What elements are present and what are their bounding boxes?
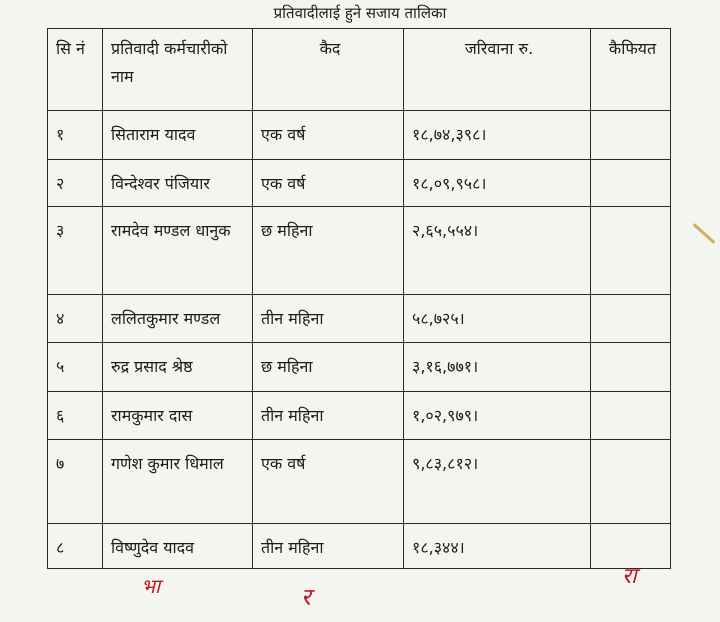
remarks-cell bbox=[591, 343, 671, 392]
name-cell: गणेश कुमार धिमाल bbox=[103, 440, 253, 524]
remarks-cell bbox=[591, 392, 671, 440]
signature-mark: रा bbox=[622, 564, 637, 589]
header-fine: जरिवाना रु. bbox=[404, 29, 591, 111]
serial-cell: ४ bbox=[48, 295, 103, 343]
name-cell: रामकुमार दास bbox=[103, 392, 253, 440]
header-remarks: कैफियत bbox=[591, 29, 671, 111]
table-row bbox=[48, 392, 671, 440]
header-serial: सि नं bbox=[48, 29, 103, 111]
header-imprisonment: कैद bbox=[253, 29, 404, 111]
fine-cell: ९,८३,८१२। bbox=[404, 440, 591, 524]
imprisonment-cell: एक वर्ष bbox=[253, 111, 404, 160]
name-cell: ललितकुमार मण्डल bbox=[103, 295, 253, 343]
name-cell: सिताराम यादव bbox=[103, 111, 253, 160]
remarks-cell bbox=[591, 440, 671, 524]
imprisonment-cell: एक वर्ष bbox=[253, 440, 404, 524]
serial-cell: ५ bbox=[48, 343, 103, 392]
document-title: प्रतिवादीलाई हुने सजाय तालिका bbox=[273, 4, 447, 22]
name-cell: रुद्र प्रसाद श्रेष्ठ bbox=[103, 343, 253, 392]
fine-cell: ५८,७२५। bbox=[404, 295, 591, 343]
serial-cell: ७ bbox=[48, 440, 103, 524]
header-name: प्रतिवादी कर्मचारीको नाम bbox=[103, 29, 253, 111]
table-row bbox=[48, 440, 671, 524]
serial-cell: ३ bbox=[48, 207, 103, 295]
imprisonment-cell: एक वर्ष bbox=[253, 160, 404, 207]
table-row bbox=[48, 295, 671, 343]
serial-cell: ६ bbox=[48, 392, 103, 440]
remarks-cell bbox=[591, 160, 671, 207]
fine-cell: ३,१६,७७१। bbox=[404, 343, 591, 392]
remarks-cell bbox=[591, 111, 671, 160]
table-row bbox=[48, 524, 671, 569]
remarks-cell bbox=[591, 207, 671, 295]
fine-cell: २,६५,५५४। bbox=[404, 207, 591, 295]
fine-cell: १८,७४,३९८। bbox=[404, 111, 591, 160]
remarks-cell bbox=[591, 295, 671, 343]
signature-mark: र bbox=[301, 583, 311, 611]
imprisonment-cell: छ महिना bbox=[253, 343, 404, 392]
table-row bbox=[48, 111, 671, 160]
name-cell: विष्णुदेव यादव bbox=[103, 524, 253, 569]
table-row bbox=[48, 207, 671, 295]
serial-cell: १ bbox=[48, 111, 103, 160]
sentence-table bbox=[47, 28, 671, 569]
imprisonment-cell: छ महिना bbox=[253, 207, 404, 295]
table-header-row bbox=[48, 29, 671, 111]
imprisonment-cell: तीन महिना bbox=[253, 524, 404, 569]
serial-cell: २ bbox=[48, 160, 103, 207]
name-cell: विन्देश्वर पंजियार bbox=[103, 160, 253, 207]
pen-stroke-mark bbox=[693, 223, 716, 244]
fine-cell: १८,०९,९५८। bbox=[404, 160, 591, 207]
imprisonment-cell: तीन महिना bbox=[253, 295, 404, 343]
table-row bbox=[48, 343, 671, 392]
table-row bbox=[48, 160, 671, 207]
signature-mark: भा bbox=[141, 574, 161, 598]
fine-cell: १८,३४४। bbox=[404, 524, 591, 569]
name-cell: रामदेव मण्डल धानुक bbox=[103, 207, 253, 295]
fine-cell: १,०२,९७९। bbox=[404, 392, 591, 440]
serial-cell: ८ bbox=[48, 524, 103, 569]
imprisonment-cell: तीन महिना bbox=[253, 392, 404, 440]
